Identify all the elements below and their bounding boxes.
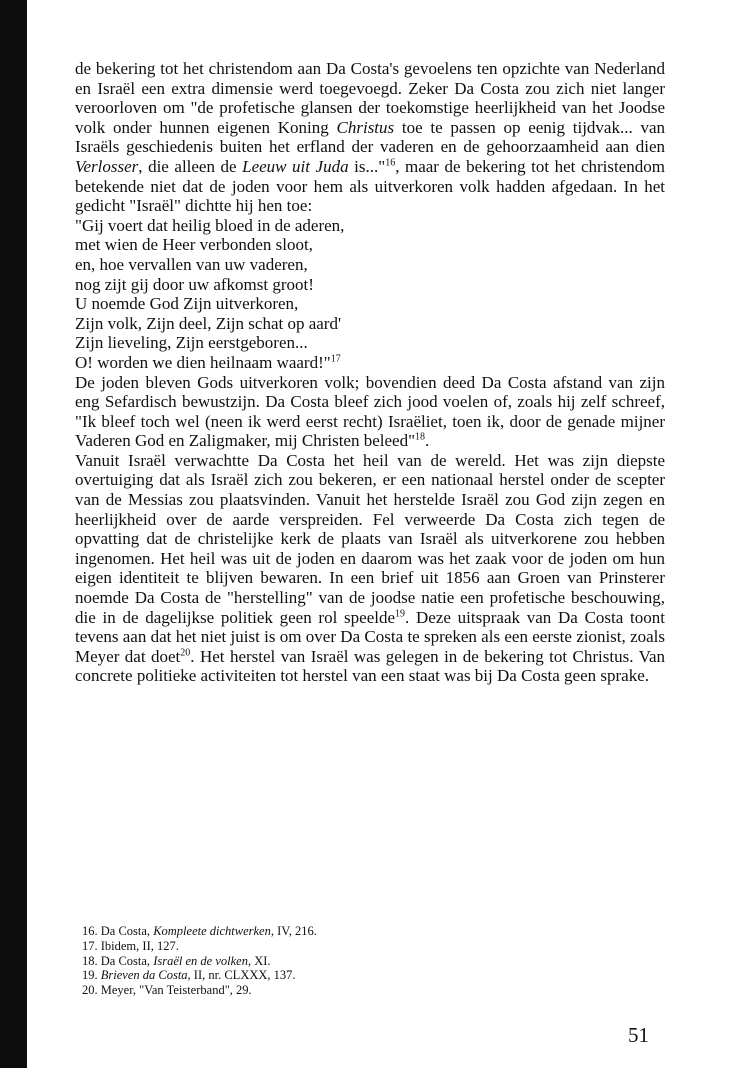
emphasis-verlosser: Verlosser (75, 156, 139, 176)
text-run: de bekering tot het christendom aan Da Costa's gevoelens ten opzichte van Nederland en Israël een extra dimensie werd toegevoegd. Zeker Da Costa zou zich niet langer veroorloven om "de profetische glansen der toekomstige heerlijkheid van het Joodse volk onder hunnen eigenen Koning (75, 59, 665, 137)
text-run: Vanuit Israël verwachtte Da Costa het heil van de wereld. Het was zijn diepste overtuiging dat als Israël zich zou bekeren, er een nationaal herstel onder de scepter van de Messias zou plaatsvinden. Vanuit het herstelde Israël zou God zijn zegen en heerlijkheid over de aarde verspreiden. Fel verweerde Da Costa zich tegen de opvatting dat de christelijke kerk de plaats van Israël als uitverkorene zou hebben ingenomen. Het heil was uit de joden en daarom was het zaak voor de joden om hun eigen identiteit te blijven bewaren. In een brief uit 1856 aan Groen van Prinsterer noemde Da Costa de "herstelling" van de joodse natie een profetische beschouwing, die in de dagelijkse politiek geen rol speelde (75, 450, 665, 627)
footnote-19 (82, 968, 642, 983)
footnote-20 (82, 983, 642, 998)
footnote-ref-19: 19 (395, 607, 406, 619)
text-run: , maar de bekering tot het christendom betekende niet dat de joden voor hem als uitverkoren volk hadden afgedaan. In het gedicht "Israël" dichtte hij hen toe: (75, 156, 665, 216)
footnote-title: Kompleete dichtwerken (153, 924, 271, 938)
footnote-16 (82, 924, 642, 939)
poem-line: "Gij voert dat heilig bloed in de aderen, (75, 215, 345, 235)
poem-line: U noemde God Zijn uitverkoren, (75, 294, 299, 314)
paragraph-2 (75, 373, 665, 451)
text-run: 18. Da Costa, (82, 953, 154, 968)
poem-line: Zijn lieveling, Zijn eerstgeboren... (75, 333, 308, 353)
footnote-18 (82, 954, 642, 969)
footnote-title: Brieven da Costa (100, 968, 188, 983)
emphasis-christus: Christus (336, 117, 395, 137)
text-run: . (425, 431, 430, 451)
footnote-17 (82, 939, 642, 954)
emphasis-leeuw-uit-juda: Leeuw uit Juda (242, 156, 349, 176)
poem-line: met wien de Heer verbonden sloot, (75, 235, 313, 255)
paragraph-3 (75, 451, 665, 686)
text-run: , II, nr. CLXXX, 137. (187, 968, 296, 983)
footnote-title: Israël en de volken (153, 953, 248, 968)
page-edge-bar (0, 0, 27, 1068)
footnote-ref-20: 20 (180, 647, 191, 659)
poem-line: Zijn volk, Zijn deel, Zijn schat op aard' (75, 313, 342, 333)
page-edge-notch (18, 690, 27, 750)
text-run: O! worden we dien heilnaam waard!" (75, 352, 331, 372)
text-run: . Het herstel van Israël was gelegen in de bekering tot Christus. Van concrete politieke activiteiten tot herstel van een staat was bij Da Costa geen sprake. (75, 646, 666, 686)
poem-line: en, hoe vervallen van uw vaderen, (75, 254, 308, 274)
poem-line: nog zijt gij door uw afkomst groot! (75, 274, 314, 294)
poem-line (75, 353, 665, 373)
footnote-ref-17: 17 (330, 353, 341, 365)
paragraph-1 (75, 59, 665, 216)
page-body (75, 59, 665, 686)
text-run: toe te passen op eenig tijdvak... van Israëls geschiedenis buiten het erfland der vaderen en de gehoorzaamheid aan dien (75, 117, 665, 157)
text-run: 16. Da Costa, (82, 924, 154, 938)
text-run: De joden bleven Gods uitverkoren volk; bovendien deed Da Costa afstand van zijn eng Sefardisch bewustzijn. Da Costa bleef zich jood voelen of, zoals hij zelf schreef, "Ik bleef toch wel (neen ik werd eerst recht) Israëliet, toen ik, door de genade mijner Vaderen God en Zaligmaker, mij Christen beleed" (75, 372, 665, 451)
footnote-ref-16: 16 (385, 157, 396, 169)
footnote-ref-18: 18 (415, 431, 426, 443)
text-run: , die alleen de (138, 156, 243, 176)
text-run: 19. (82, 968, 101, 983)
text-run: 17. Ibidem, II, 127. (82, 938, 179, 953)
text-run: , IV, 216. (270, 924, 317, 938)
footnotes (82, 924, 642, 998)
poem (75, 216, 665, 373)
page-number: 51 (628, 1023, 649, 1047)
text-run: . Deze uitspraak van Da Costa toont tevens aan dat het niet juist is om over Da Costa te spreken als een eerste zionist, zoals Meyer dat doet (75, 607, 665, 666)
text-run: , XI. (247, 953, 271, 968)
text-run: is..." (348, 156, 386, 176)
text-run: 20. Meyer, "Van Teisterband", 29. (82, 983, 252, 998)
